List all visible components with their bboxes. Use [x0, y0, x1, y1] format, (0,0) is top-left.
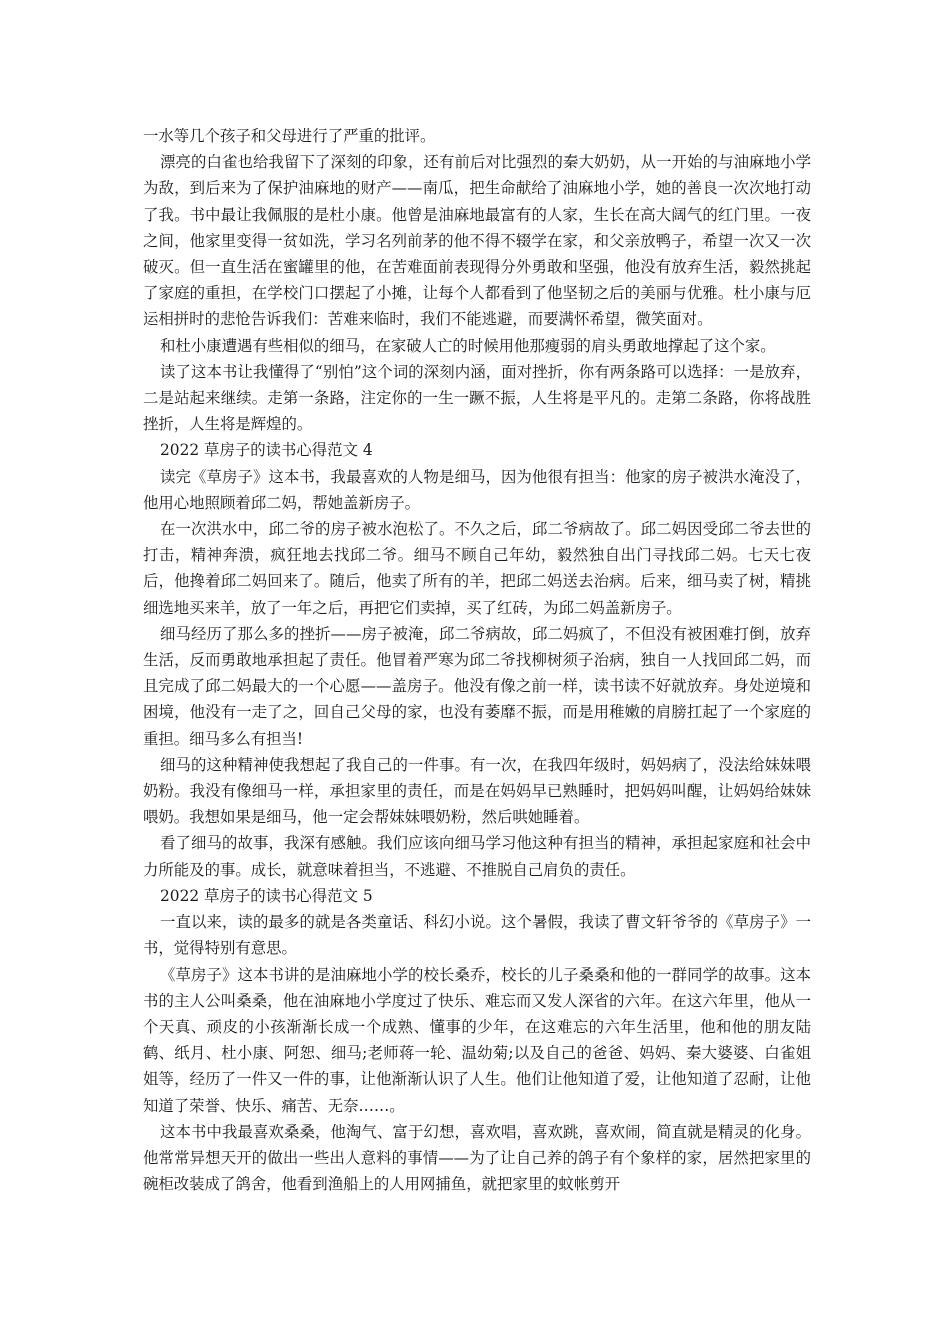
paragraph: 和杜小康遭遇有些相似的细马，在家破人亡的时候用他那瘦弱的肩头勇敢地撑起了这个家。: [160, 336, 776, 355]
paragraph: 在一次洪水中，邱二爷的房子被水泡松了。不久之后，邱二爷病故了。邱二妈因受邱二爷去世的打击，精神奔溃，疯狂地去找邱二爷。细马不顾自己年幼，毅然独自出门寻找邱二妈。七天七夜后，他搀着邱二妈回来了。随后，他卖了所有的羊，把邱二妈送去治病。后来，细马卖了树，精挑细选地买来羊，放了一年之后，再把它们卖掉，买了红砖，为邱二妈盖新房子。: [143, 520, 811, 617]
paragraph: 这本书中我最喜欢桑桑，他淘气、富于幻想，喜欢唱，喜欢跳，喜欢闹，简直就是精灵的化身。他常常异想天开的做出一些出人意料的事情——为了让自己养的鸽子有个象样的家，居然把家里的碗柜改装成了鸽舍，他看到渔船上的人用网捕鱼，就把家里的蚊帐剪开: [143, 1122, 811, 1194]
section-heading: 2022 草房子的读书心得范文 5: [160, 886, 373, 905]
paragraph: 漂亮的白雀也给我留下了深刻的印象，还有前后对比强烈的秦大奶奶，从一开始的与油麻地小学为敌，到后来为了保护油麻地的财产——南瓜，把生命献给了油麻地小学，她的善良一次次地打动了我。书中最让我佩服的是杜小康。他曾是油麻地最富有的人家，生长在高大阔气的红门里。一夜之间，他家里变得一贫如洗，学习名列前茅的他不得不辍学在家，和父亲放鸭子，希望一次又一次破灭。但一直生活在蜜罐里的他，在苦难面前表现得分外勇敢和坚强，他没有放弃生活，毅然挑起了家庭的重担，在学校门口摆起了小摊，让每个人都看到了他坚韧之后的美丽与优雅。杜小康与厄运相拼时的悲怆告诉我们：苦难来临时，我们不能逃避，而要满怀希望，微笑面对。: [143, 153, 811, 329]
paragraph: 《草房子》这本书讲的是油麻地小学的校长桑乔，校长的儿子桑桑和他的一群同学的故事。这本书的主人公叫桑桑，他在油麻地小学度过了快乐、难忘而又发人深省的六年。在这六年里，他从一个天真、顽皮的小孩渐渐长成一个成熟、懂事的少年，在这难忘的六年生活里，他和他的朋友陆鹤、纸月、杜小康、阿恕、细马;老师蒋一轮、温幼菊;以及自己的爸爸、妈妈、秦大婆婆、白雀姐姐等，经历了一件又一件的事，让他渐渐认识了人生。他们让他知道了爱，让他知道了忍耐，让他知道了荣誉、快乐、痛苦、无奈……。: [143, 965, 811, 1115]
document-body: [143, 123, 811, 1197]
paragraph: 细马经历了那么多的挫折——房子被淹，邱二爷病故，邱二妈疯了，不但没有被困难打倒，放弃生活，反而勇敢地承担起了责任。他冒着严寒为邱二爷找柳树须子治病，独自一人找回邱二妈，而且完成了邱二妈最大的一个心愿——盖房子。他没有像之前一样，读书读不好就放弃。身处逆境和困境，他没有一走了之，回自己父母的家，也没有萎靡不振，而是用稚嫩的肩膀扛起了一个家庭的重担。细马多么有担当!: [143, 624, 811, 748]
paragraph-continuation: 一水等几个孩子和父母进行了严重的批评。: [143, 127, 436, 145]
paragraph: 读了这本书让我懂得了“别怕”这个词的深刻内涵，面对挫折，你有两条路可以选择：一是放弃，二是站起来继续。走第一条路，注定你的一生一蹶不振，人生将是平凡的。走第二条路，你将战胜挫折，人生将是辉煌的。: [143, 362, 811, 434]
paragraph: 看了细马的故事，我深有感触。我们应该向细马学习他这种有担当的精神，承担起家庭和社会中力所能及的事。成长，就意味着担当，不逃避、不推脱自己肩负的责任。: [143, 834, 811, 879]
paragraph: 读完《草房子》这本书，我最喜欢的人物是细马，因为他很有担当：他家的房子被洪水淹没了，他用心地照顾着邱二妈，帮她盖新房子。: [143, 467, 811, 512]
section-heading: 2022 草房子的读书心得范文 4: [160, 441, 373, 460]
paragraph: 一直以来，读的最多的就是各类童话、科幻小说。这个暑假，我读了曹文轩爷爷的《草房子》一书，觉得特别有意思。: [143, 913, 811, 958]
paragraph: 细马的这种精神使我想起了我自己的一件事。有一次，在我四年级时，妈妈病了，没法给妹妹喂奶粉。我没有像细马一样，承担家里的责任，而是在妈妈早已熟睡时，把妈妈叫醒，让妈妈给妹妹喂奶。我想如果是细马，他一定会帮妹妹喂奶粉，然后哄她睡着。: [143, 755, 811, 827]
